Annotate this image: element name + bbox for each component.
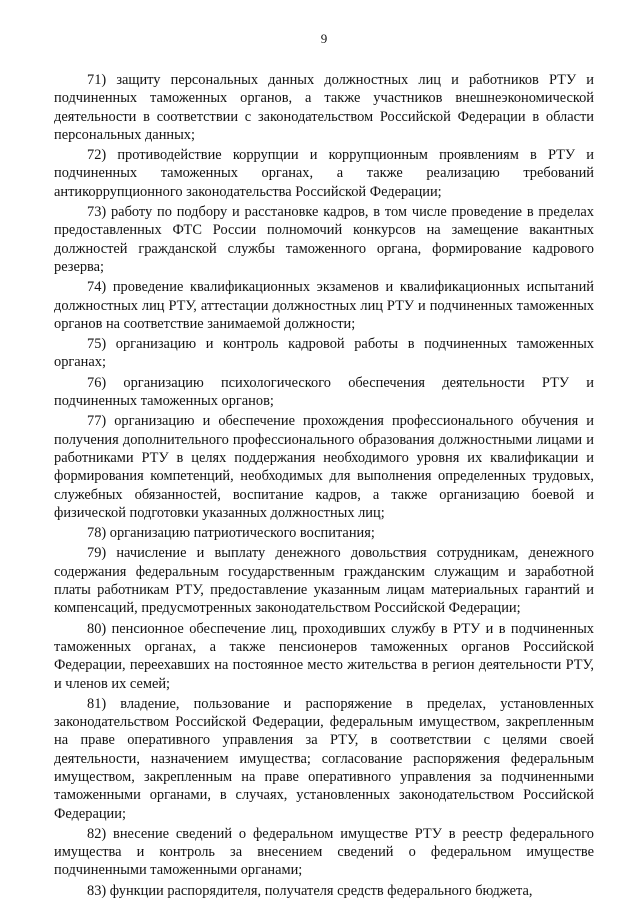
list-item-74: 74) проведение квалификационных экзаменов и квалификационных испытаний должностных лиц РТУ, аттестации должностных лиц РТУ и подчиненных таможенных органов на соответствие занимаемой должности; xyxy=(54,279,594,332)
list-item-82: 82) внесение сведений о федеральном имуществе РТУ в реестр федерального имущества и контроль за внесением сведений о федеральном имуществе подчиненными таможенными органами; xyxy=(54,825,594,879)
numbered-list xyxy=(54,71,594,900)
list-item-77: 77) организацию и обеспечение прохождения профессионального обучения и получения дополнительного профессионального образования должностными лицами и работниками РТУ в целях поддержания необходимого уровня их квалификации и формирования компетенций, необходимых для выполнения определенных трудовых, служебных обязанностей, воспитание кадров, а также организацию боевой и физической подготовки указанных должностных лиц; xyxy=(54,413,594,521)
list-item-80: 80) пенсионное обеспечение лиц, проходивших службу в РТУ и в подчиненных таможенных органах, а также пенсионеров таможенных органов Российской Федерации, переехавших на постоянное место жительства в регион деятельности РТУ, и членов их семей; xyxy=(54,620,594,692)
list-item-79: 79) начисление и выплату денежного довольствия сотрудникам, денежного содержания федеральным государственным гражданским служащим и заработной платы работникам РТУ, предоставление указанным лицам материальных гарантий и компенсаций, предусмотренных законодательством Российской Федерации; xyxy=(54,545,594,617)
list-item-76: 76) организацию психологического обеспечения деятельности РТУ и подчиненных таможенных органов; xyxy=(54,374,594,410)
list-item-75: 75) организацию и контроль кадровой работы в подчиненных таможенных органах; xyxy=(54,336,594,371)
page-number: 9 xyxy=(320,31,328,46)
list-item-78: 78) организацию патриотического воспитания; xyxy=(87,525,375,542)
list-item-73: 73) работу по подбору и расстановке кадров, в том числе проведение в пределах предоставленных ФТС России полномочий конкурсов на замещение вакантных должностей гражданской службы таможенного органа, формирование кадрового резерва; xyxy=(54,204,594,275)
list-item-81: 81) владение, пользование и распоряжение в пределах, установленных законодательством Российской Федерации, федеральным имуществом, закрепленным на праве оперативного управления за РТУ, в соответствии с целями своей деятельности, назначением имущества; согласование распоряжения федеральным имуществом, закрепленным на праве оперативного управления за подчиненными таможенными органами, в случаях, установленных законодательством Российской Федерации; xyxy=(54,695,594,822)
list-item-83: 83) функции распорядителя, получателя средств федерального бюджета, xyxy=(87,882,533,899)
list-item-72: 72) противодействие коррупции и коррупционным проявлениям в РТУ и подчиненных таможенных органах, а также реализацию требований антикоррупционного законодательства Российской Федерации; xyxy=(54,147,594,200)
list-item-71: 71) защиту персональных данных должностных лиц и работников РТУ и подчиненных таможенных органов, а также участников внешнеэкономической деятельности в соответствии с законодательством Российской Федерации в области персональных данных; xyxy=(54,72,594,143)
